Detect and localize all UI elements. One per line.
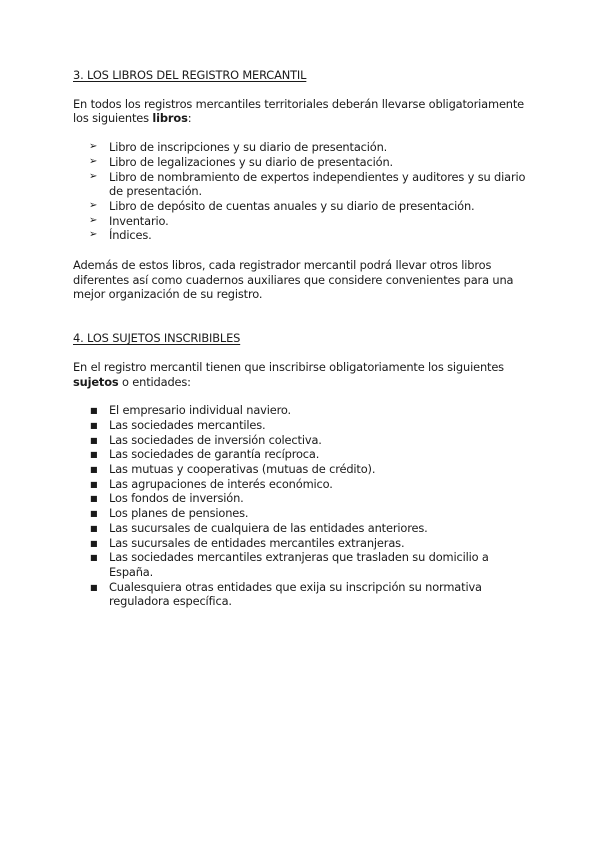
arrow-bullet-icon: ➢: [89, 155, 98, 167]
list-item: [73, 418, 535, 433]
list-item-text: Los fondos de inversión.: [109, 491, 244, 506]
list-item: [73, 506, 535, 521]
list-item: [73, 140, 535, 155]
subjects-list: [73, 403, 535, 609]
arrow-bullet-icon: ➢: [89, 229, 98, 241]
list-item-text: Las agrupaciones de interés económico.: [109, 476, 333, 491]
list-item: [73, 170, 535, 199]
square-bullet-icon: ■: [90, 582, 98, 592]
square-bullet-icon: ■: [90, 538, 98, 548]
list-item: [73, 199, 535, 214]
list-item: [73, 214, 535, 229]
arrow-bullet-icon: ➢: [89, 214, 98, 226]
section-4-intro-bold: sujetos: [73, 374, 119, 389]
list-item-text: Libro de depósito de cuentas anuales y su diario de presentación.: [109, 198, 475, 213]
square-bullet-icon: ■: [90, 479, 98, 489]
list-item-text: Índices.: [109, 228, 152, 243]
square-bullet-icon: ■: [90, 494, 98, 504]
list-item: [73, 550, 535, 579]
list-item-text: Las sucursales de entidades mercantiles extranjeras.: [109, 535, 405, 550]
arrow-bullet-icon: ➢: [89, 141, 98, 153]
list-item-text: Libro de legalizaciones y su diario de presentación.: [109, 154, 393, 169]
list-item: [73, 462, 535, 477]
list-item: [73, 536, 535, 551]
list-item: [73, 491, 535, 506]
list-item-text: Las mutuas y cooperativas (mutuas de crédito).: [109, 462, 376, 477]
list-item-text: Las sociedades de inversión colectiva.: [109, 432, 322, 447]
square-bullet-icon: ■: [90, 509, 98, 519]
section-3-intro-bold: libros: [152, 111, 188, 126]
list-item-text: Las sucursales de cualquiera de las entidades anteriores.: [109, 520, 428, 535]
section-4-intro-text: En el registro mercantil tienen que inscribirse obligatoriamente los siguientes: [73, 359, 504, 374]
list-item: [73, 447, 535, 462]
list-item-text: Libro de inscripciones y su diario de presentación.: [109, 140, 388, 155]
section-3-heading: 3. LOS LIBROS DEL REGISTRO MERCANTIL: [73, 68, 307, 82]
square-bullet-icon: ■: [90, 553, 98, 563]
list-item-text: Las sociedades mercantiles extranjeras que trasladen su domicilio a España.: [109, 550, 489, 579]
document-page: [73, 68, 535, 624]
section-4-heading: 4. LOS SUJETOS INSCRIBIBLES: [73, 331, 241, 346]
square-bullet-icon: ■: [90, 406, 98, 416]
section-3-intro-end: :: [187, 111, 192, 126]
square-bullet-icon: ■: [90, 420, 98, 430]
list-item-text: Los planes de pensiones.: [109, 506, 249, 521]
square-bullet-icon: ■: [90, 523, 98, 533]
section-3-closing: Además de estos libros, cada registrador mercantil podrá llevar otros libros diferentes así como cuadernos auxiliares que considere convenientes para una mejor organización de su registro.: [73, 258, 514, 302]
square-bullet-icon: ■: [90, 465, 98, 475]
square-bullet-icon: ■: [90, 450, 98, 460]
section-3-intro: [73, 97, 535, 126]
list-item: [73, 155, 535, 170]
arrow-bullet-icon: ➢: [89, 170, 98, 182]
section-4-intro: [73, 360, 535, 389]
section-3-intro-text: En todos los registros mercantiles territoriales deberán llevarse obligatoriamente los siguientes: [73, 96, 525, 126]
books-list: [73, 140, 535, 243]
list-item: [73, 521, 535, 536]
list-item-text: Las sociedades mercantiles.: [109, 417, 266, 432]
list-item: [73, 433, 535, 448]
section-4-intro-end: o entidades:: [118, 374, 191, 389]
list-item-text: Libro de nombramiento de expertos independientes y auditores y su diario de presentación.: [109, 169, 526, 199]
arrow-bullet-icon: ➢: [89, 199, 98, 211]
list-item-text: Las sociedades de garantía recíproca.: [109, 447, 320, 462]
square-bullet-icon: ■: [90, 435, 98, 445]
list-item: [73, 228, 535, 243]
list-item-text: El empresario individual naviero.: [109, 403, 291, 418]
list-item-text: Inventario.: [109, 213, 169, 228]
list-item: [73, 580, 535, 609]
list-item: [73, 403, 535, 418]
list-item-text: Cualesquiera otras entidades que exija su inscripción su normativa reguladora específica.: [109, 579, 482, 609]
list-item: [73, 477, 535, 492]
